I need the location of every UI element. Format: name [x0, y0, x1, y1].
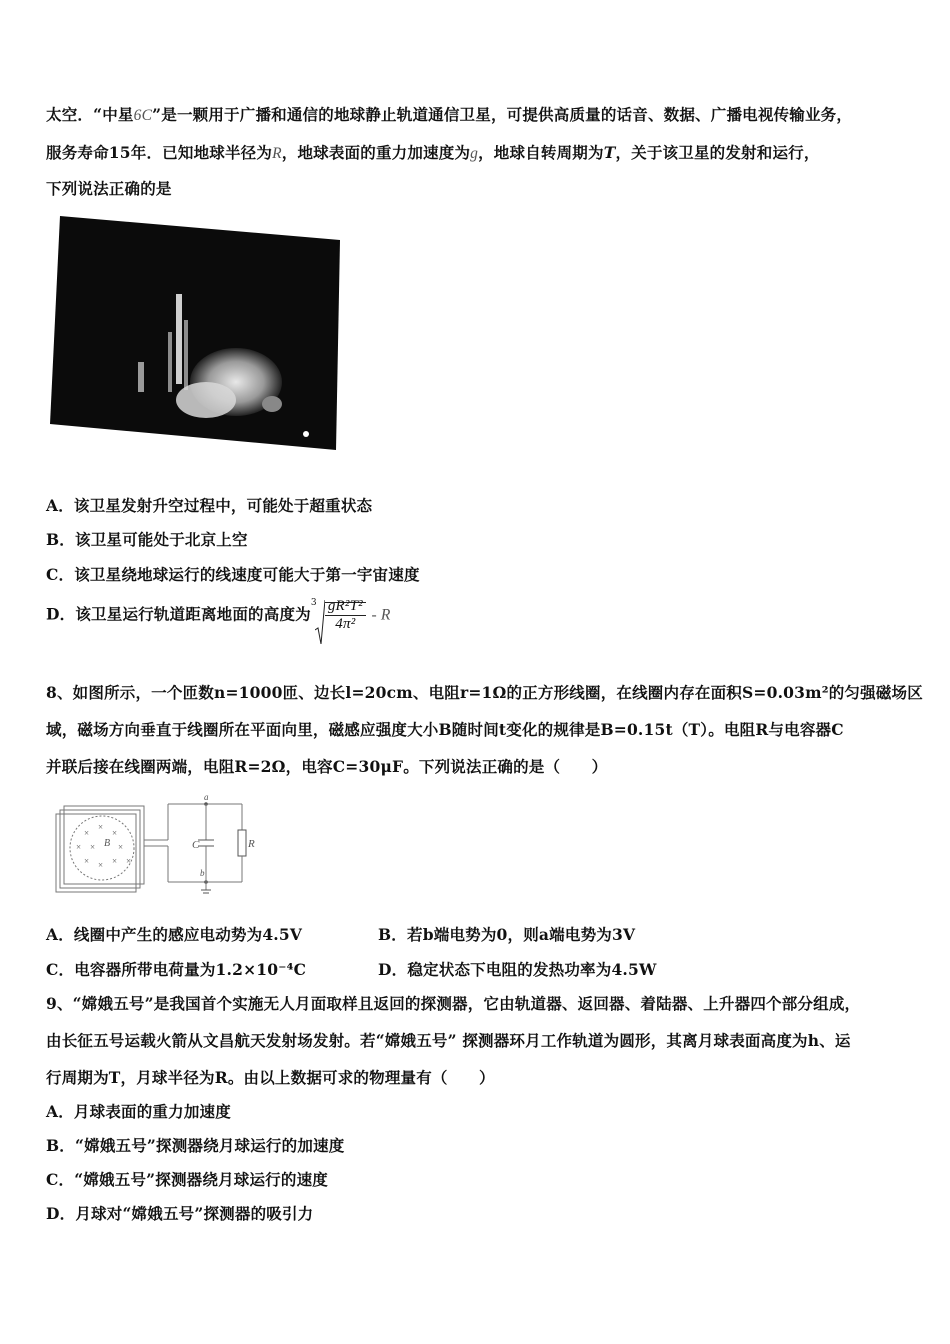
q8-stem-line-2: 域，磁场方向垂直于线圈所在平面向里，磁感应强度大小B随时间t变化的规律是B=0.15t（T）。电阻R与电容器C [46, 720, 844, 739]
q8-stem-line-1: 8、如图所示，一个匝数n=1000匝、边长l=20cm、电阻r=1Ω的正方形线圈，在线圈内存在面积S=0.03m²的匀强磁场区 [46, 683, 923, 702]
svg-text:×: × [98, 860, 104, 870]
q8-option-c: C．电容器所带电荷量为1.2×10⁻⁴C [46, 960, 307, 979]
formula-fraction: $\frac{\text{gR²T²}}{\text{4π²}}$ [325, 598, 366, 633]
label-a: a [204, 792, 209, 802]
coil-circuit-diagram [46, 792, 276, 898]
svg-text:×: × [90, 842, 96, 852]
svg-text:×: × [98, 822, 104, 832]
q8-option-d: D．稳定状态下电阻的发热功率为4.5W [378, 960, 657, 979]
q7-option-d: D．该卫星运行轨道距离地面的高度为 3 $\frac{\text{gR²T²}}{\text{4π²}}$ - R [46, 598, 391, 633]
label-B: B [104, 838, 111, 849]
svg-text:×: × [112, 856, 118, 866]
satellite-name: 6C [133, 107, 153, 124]
q9-stem-line-2: 由长征五号运载火箭从文昌航天发射场发射。若“嫦娥五号” 探测器环月工作轨道为圆形，其离月球表面高度为h、运 [46, 1031, 851, 1050]
q9-option-a: A．月球表面的重力加速度 [46, 1102, 231, 1121]
svg-text:×: × [84, 828, 90, 838]
label-C: C [192, 839, 200, 851]
q7-option-c: C．该卫星绕地球运行的线速度可能大于第一宇宙速度 [46, 565, 420, 584]
svg-text:×: × [112, 828, 118, 838]
label-R: R [248, 838, 255, 850]
svg-text:×: × [84, 856, 90, 866]
q9-option-c: C．“嫦娥五号”探测器绕月球运行的速度 [46, 1170, 328, 1189]
q7-stem-line-1: 太空．“中星6C”是一颗用于广播和通信的地球静止轨道通信卫星，可提供高质量的话音、数据、广播电视传输业务， [46, 105, 853, 124]
q9-stem-line-1: 9、“嫦娥五号”是我国首个实施无人月面取样且返回的探测器，它由轨道器、返回器、着陆器、上升器四个部分组成， [46, 994, 861, 1013]
q7-option-a: A．该卫星发射升空过程中，可能处于超重状态 [46, 496, 373, 515]
q7-stem-line-2: 服务寿命15年．已知地球半径为R，地球表面的重力加速度为g，地球自转周期为T，关于该卫星的发射和运行， [46, 143, 820, 162]
q8-stem-line-3: 并联后接在线圈两端，电阻R=2Ω，电容C=30μF。下列说法正确的是（ ） [46, 757, 608, 776]
cube-root-formula: 3 $\frac{\text{gR²T²}}{\text{4π²}}$ [311, 598, 366, 633]
svg-text:×: × [126, 856, 132, 866]
q8-option-b: B．若b端电势为0，则a端电势为3V [378, 925, 636, 944]
q7-option-b: B．该卫星可能处于北京上空 [46, 530, 248, 549]
q9-stem-line-3: 行周期为T，月球半径为R。由以上数据可求的物理量有（ ） [46, 1068, 495, 1087]
svg-text:×: × [76, 842, 82, 852]
svg-text:×: × [118, 842, 124, 852]
q9-option-d: D．月球对“嫦娥五号”探测器的吸引力 [46, 1204, 314, 1223]
rocket-launch-photo [46, 212, 344, 452]
q7-stem-line-3: 下列说法正确的是 [46, 179, 172, 198]
q9-option-b: B．“嫦娥五号”探测器绕月球运行的加速度 [46, 1136, 345, 1155]
q8-option-a: A．线圈中产生的感应电动势为4.5V [46, 925, 303, 944]
label-b: b [200, 868, 205, 878]
